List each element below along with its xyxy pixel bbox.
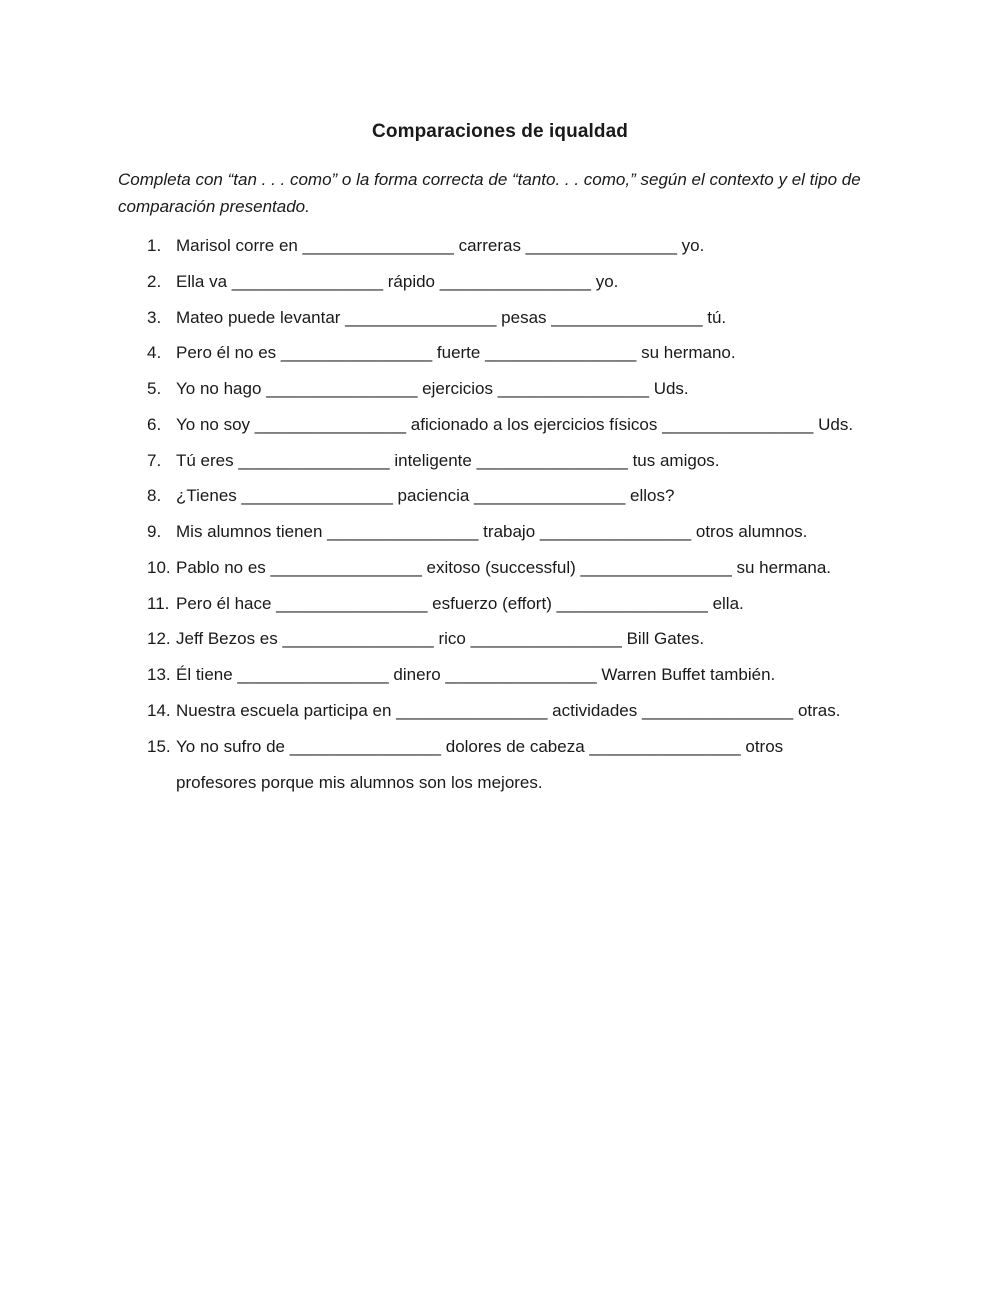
item-text: Mis alumnos tienen ________________ trabajo ________________ otros alumnos. (176, 522, 808, 541)
item-text: Yo no soy ________________ aficionado a los ejercicios físicos ________________ Uds. (176, 414, 854, 434)
exercise-item-10 (0, 555, 886, 581)
exercise-item-3 (0, 305, 886, 331)
item-text: Jeff Bezos es ________________ rico ________________ Bill Gates. (176, 629, 705, 649)
exercise-item-13 (0, 662, 886, 688)
exercise-item-12 (0, 626, 886, 652)
exercise-item-14 (0, 698, 886, 724)
exercise-item-7 (0, 448, 886, 474)
item-number: 10. (147, 557, 171, 577)
exercise-item-15 (0, 734, 886, 796)
item-text: Pero él no es ________________ fuerte ________________ su hermano. (176, 343, 736, 363)
item-number: 1. (147, 236, 162, 255)
item-number: 11. (147, 593, 170, 613)
item-number: 8. (147, 486, 162, 506)
item-text: Pablo no es ________________ exitoso (successful) ________________ su hermana. (176, 557, 831, 577)
exercise-list (0, 233, 1000, 805)
item-number: 9. (147, 522, 162, 541)
exercise-item-1 (0, 233, 886, 259)
exercise-item-6 (0, 412, 886, 438)
exercise-item-4 (0, 340, 886, 366)
item-number: 12. (147, 629, 171, 649)
item-text: Marisol corre en ________________ carreras ________________ yo. (176, 236, 705, 255)
item-number: 13. (147, 665, 171, 684)
exercise-item-11 (0, 591, 886, 617)
exercise-item-8 (0, 483, 886, 509)
exercise-item-9 (0, 519, 886, 545)
item-text: Ella va ________________ rápido ________________ yo. (176, 271, 619, 291)
item-text: Yo no sufro de ________________ dolores de cabeza ________________ otros profesores porque mis alumnos son los mejores. (176, 736, 784, 792)
item-number: 2. (147, 271, 162, 291)
exercise-item-2 (0, 269, 886, 295)
item-text: Tú eres ________________ inteligente ________________ tus amigos. (176, 450, 720, 470)
item-number: 6. (147, 414, 162, 434)
item-number: 3. (147, 307, 162, 327)
item-text: Mateo puede levantar ________________ pesas ________________ tú. (176, 307, 727, 327)
item-text: Nuestra escuela participa en ________________ actividades ________________ otras. (176, 700, 841, 720)
item-text: Pero él hace ________________ esfuerzo (effort) ________________ ella. (176, 593, 744, 613)
exercise-item-5 (0, 376, 886, 402)
page-title: Comparaciones de iqualdad (372, 121, 628, 142)
item-text: ¿Tienes ________________ paciencia ________________ ellos? (176, 486, 675, 506)
item-text: Él tiene ________________ dinero ________________ Warren Buffet también. (176, 665, 776, 684)
item-number: 15. (147, 736, 171, 756)
instructions-text: Completa con “tan . . . como” o la forma correcta de “tanto. . . como,” según el contexto y el tipo de comparación presentado. (118, 170, 861, 216)
item-number: 5. (147, 379, 162, 398)
item-number: 14. (147, 700, 171, 720)
item-text: Yo no hago ________________ ejercicios ________________ Uds. (176, 379, 689, 398)
item-number: 7. (147, 450, 162, 470)
item-number: 4. (147, 343, 162, 363)
